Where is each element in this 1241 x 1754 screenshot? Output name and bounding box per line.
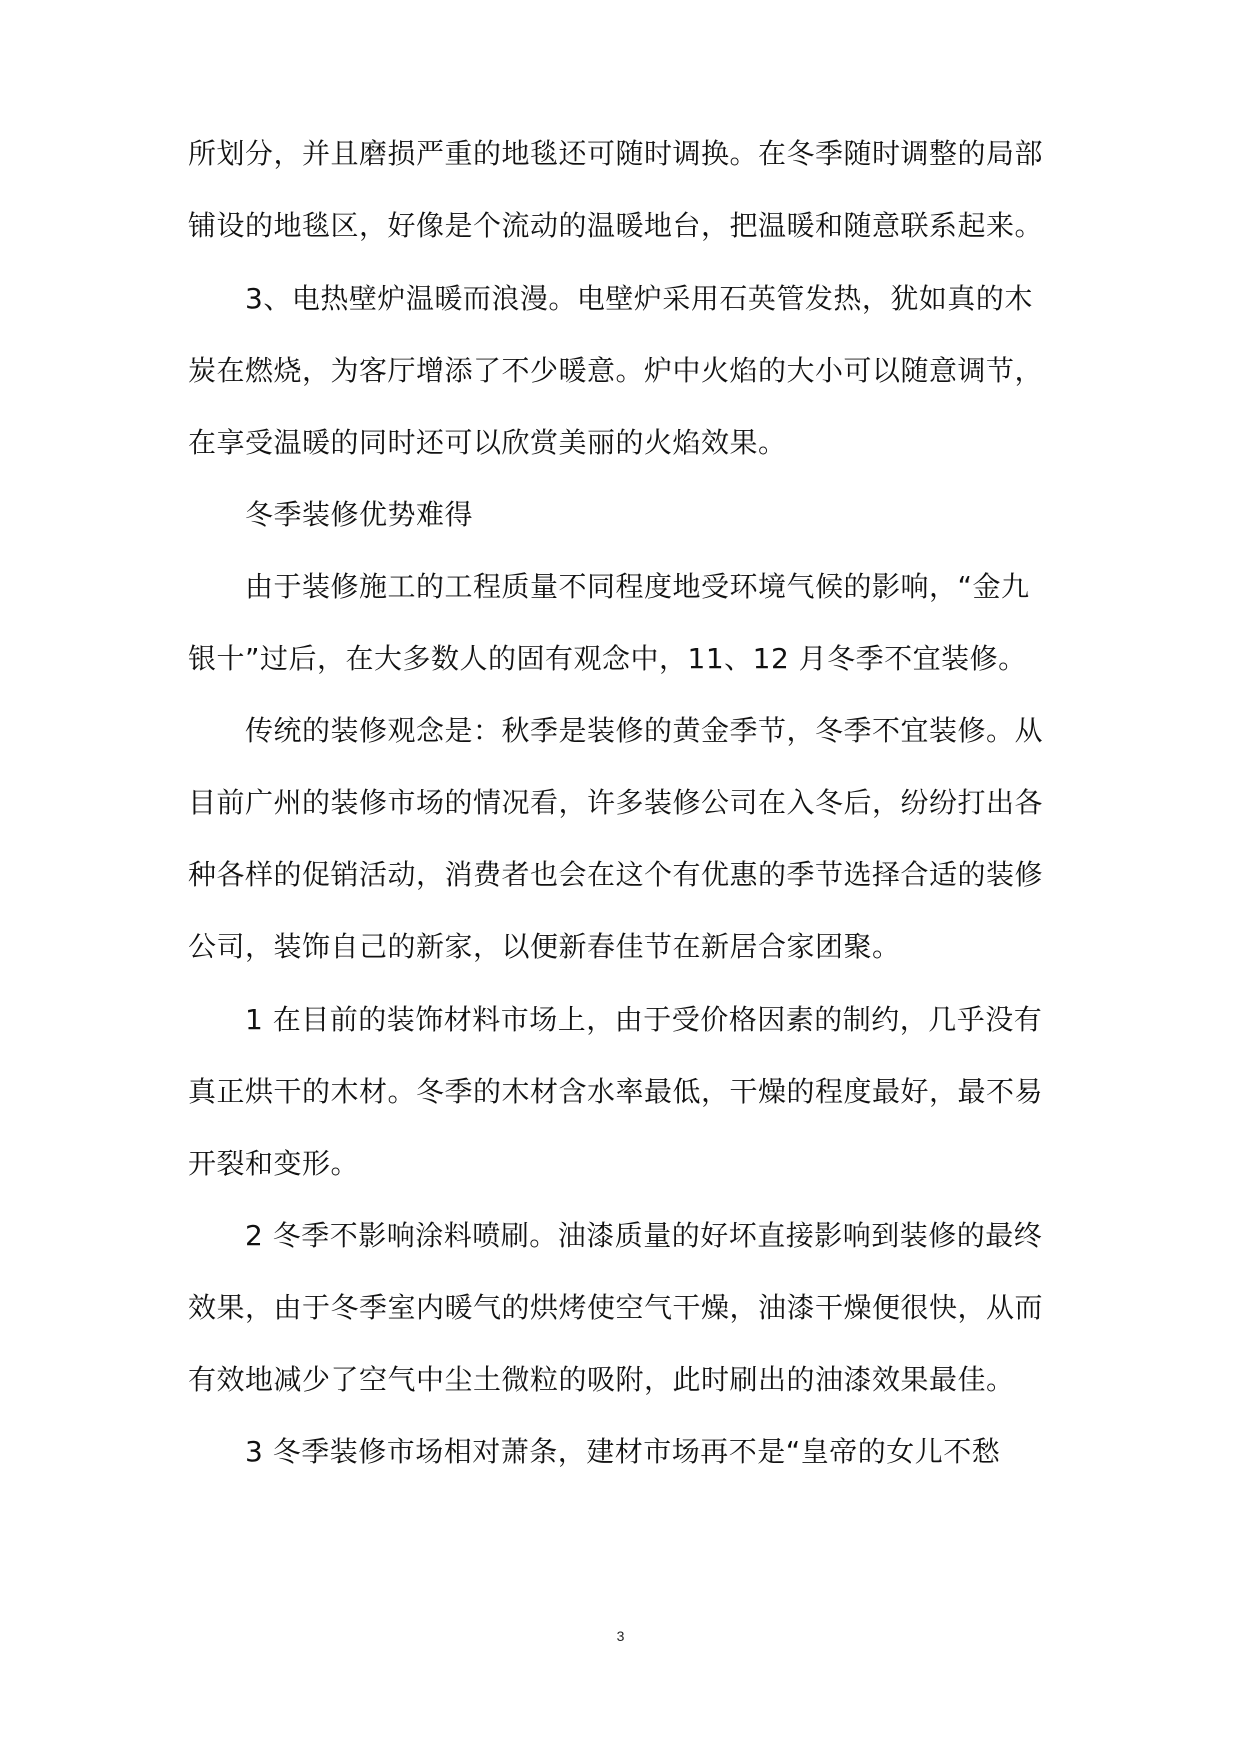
body-text-line: 炭在燃烧，为客厅增添了不少暖意。炉中火焰的大小可以随意调节， bbox=[188, 354, 1044, 387]
body-text-line: 在享受温暖的同时还可以欣赏美丽的火焰效果。 bbox=[188, 426, 787, 459]
body-text-line: 公司，装饰自己的新家，以便新春佳节在新居合家团聚。 bbox=[188, 930, 901, 963]
body-text-line: 银十”过后，在大多数人的固有观念中，11、12 月冬季不宜装修。 bbox=[188, 642, 1027, 675]
body-text-line: 1 在目前的装饰材料市场上，由于受价格因素的制约，几乎没有 bbox=[245, 1003, 1043, 1036]
body-text-line: 开裂和变形。 bbox=[188, 1147, 360, 1180]
body-text-line: 效果，由于冬季室内暖气的烘烤使空气干燥，油漆干燥便很快，从而 bbox=[188, 1291, 1044, 1324]
body-text-line: 传统的装修观念是：秋季是装修的黄金季节，冬季不宜装修。从 bbox=[245, 714, 1044, 747]
body-text-line: 3、电热壁炉温暖而浪漫。电壁炉采用石英管发热，犹如真的木 bbox=[245, 282, 1033, 315]
body-text-line: 所划分，并且磨损严重的地毯还可随时调换。在冬季随时调整的局部 bbox=[188, 137, 1044, 170]
body-text-line: 3 冬季装修市场相对萧条，建材市场再不是“皇帝的女儿不愁 bbox=[245, 1435, 1001, 1468]
body-text-line: 真正烘干的木材。冬季的木材含水率最低，干燥的程度最好，最不易 bbox=[188, 1075, 1044, 1108]
page-number: 3 bbox=[616, 1628, 625, 1644]
body-text-line: 目前广州的装修市场的情况看，许多装修公司在入冬后，纷纷打出各 bbox=[188, 786, 1044, 819]
body-text-line: 种各样的促销活动，消费者也会在这个有优惠的季节选择合适的装修 bbox=[188, 858, 1044, 891]
body-text-line: 铺设的地毯区，好像是个流动的温暖地台，把温暖和随意联系起来。 bbox=[188, 209, 1044, 242]
section-heading: 冬季装修优势难得 bbox=[245, 498, 474, 531]
body-text-line: 2 冬季不影响涂料喷刷。油漆质量的好坏直接影响到装修的最终 bbox=[245, 1219, 1043, 1252]
body-text-line: 有效地减少了空气中尘土微粒的吸附，此时刷出的油漆效果最佳。 bbox=[188, 1363, 1015, 1396]
body-text-line: 由于装修施工的工程质量不同程度地受环境气候的影响，“金九 bbox=[245, 570, 1030, 603]
